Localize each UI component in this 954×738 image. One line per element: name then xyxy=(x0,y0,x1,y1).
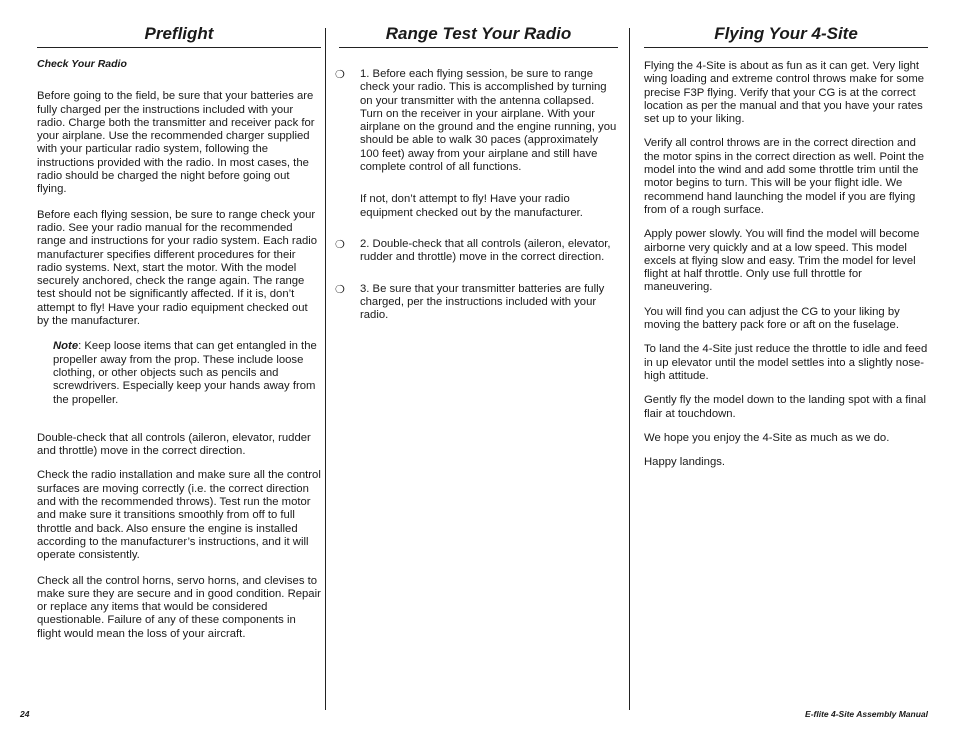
range-test-paragraph-if-not: If not, don’t attempt to fly! Have your radio equipment checked out by the manufacturer. xyxy=(360,193,583,219)
preflight-paragraph-controls: Double-check that all controls (aileron, elevator, rudder and throttle) move in the correct direction. xyxy=(37,431,311,458)
range-test-item-1 xyxy=(335,68,618,174)
column-divider-left xyxy=(325,28,326,710)
range-test-item-1-text: 1. Before each flying session, be sure to range check your radio. This is accomplished by turning on your transmitter with the antenna collapsed. Turn on the receiver in your airplane. With your airplane on the ground and the engine running, you should be able to walk 30 paces (approximately 100 feet) away from your airplane and still have complete control of all functions. xyxy=(360,68,617,174)
flying-heading: Flying Your 4-Site xyxy=(644,24,928,48)
preflight-paragraph-batteries: Before going to the field, be sure that your batteries are fully charged per the instructions included with your radio. Charge both the transmitter and receiver pack for your airplane. Use the recommended charger supplied with your particular radio system, following the instructions provided with the radio. In most cases, the radio should be charged the night before going out flying. xyxy=(37,90,315,196)
range-test-item-2 xyxy=(335,237,618,265)
preflight-heading: Preflight xyxy=(37,24,321,48)
page-number: 24 xyxy=(20,709,30,719)
check-radio-subheading: Check Your Radio xyxy=(37,58,127,70)
checkbox-bullet-icon: ❍ xyxy=(335,69,345,81)
flying-paragraph-throws: Verify all control throws are in the correct direction and the motor spins in the correct direction as well. Point the model into the wind and add some throttle trim until the motor begins to turn. This will be your flight idle. We recommend hand launching the model if you are flying from of a rough surface. xyxy=(644,137,925,216)
preflight-note xyxy=(53,340,321,406)
flying-paragraph-intro: Flying the 4-Site is about as fun as it can get. Very light wing loading and extreme control throws make for some precise F3P flying. Verify that your CG is at the correct location as per the manual and that you have your rates set up to your liking. xyxy=(644,60,925,126)
preflight-column xyxy=(37,24,321,641)
column-divider-right xyxy=(629,28,630,710)
flying-paragraph-enjoy: We hope you enjoy the 4-Site as much as we do. xyxy=(644,431,890,444)
range-test-item-3 xyxy=(335,282,618,323)
flying-paragraph-landing: To land the 4-Site just reduce the throttle to idle and feed in up elevator until the model settles into a slightly nose-high attitude. xyxy=(644,343,928,382)
range-test-heading: Range Test Your Radio xyxy=(339,24,618,48)
flying-paragraph-happy-landings: Happy landings. xyxy=(644,456,726,469)
note-text: : Keep loose items that can get entangled in the propeller away from the prop. These include loose clothing, or other objects such as pencils and screwdrivers. Especially keep your hands away from the propeller. xyxy=(53,340,317,406)
preflight-paragraph-installation: Check the radio installation and make sure all the control surfaces are moving correctly (i.e. the correct direction and with the recommended throws). Test run the motor and make sure it transitions smoothly from off to full throttle and back. Also ensure the engine is installed according to the manufacturer’s instructions, and it will operate consistently. xyxy=(37,469,321,562)
flying-paragraph-touchdown: Gently fly the model down to the landing spot with a final flair at touchdown. xyxy=(644,394,926,420)
note-label: Note xyxy=(53,340,79,353)
manual-title: E-flite 4-Site Assembly Manual xyxy=(805,709,928,719)
checkbox-bullet-icon: ❍ xyxy=(335,283,345,296)
range-test-item-2-text: 2. Double-check that all controls (aileron, elevator, rudder and throttle) move in the correct direction. xyxy=(360,237,611,264)
flying-paragraph-power: Apply power slowly. You will find the model will become airborne very quickly and at a low speed. This model excels at flying slow and easy. Trim the model for level flight at half throttle. Only use full throttle for maneuvering. xyxy=(644,228,920,294)
flying-paragraph-cg: You will find you can adjust the CG to your liking by moving the battery pack fore or aft on the fuselage. xyxy=(644,305,900,332)
checkbox-bullet-icon: ❍ xyxy=(335,238,345,251)
preflight-paragraph-range-check: Before each flying session, be sure to range check your radio. See your radio manual for the recommended range and instructions for your radio system. Each radio manufacturer specifies different procedures for their radio systems. Next, start the motor. With the model securely anchored, check the range again. The range test should not be significantly affected. If it is, don’t attempt to fly! Have your radio equipment checked out by the manufacturer. xyxy=(37,208,318,328)
flying-column xyxy=(644,24,928,469)
range-test-item-3-text: 3. Be sure that your transmitter batteries are fully charged, per the instructions included with your radio. xyxy=(360,282,605,322)
preflight-paragraph-horns: Check all the control horns, servo horns, and clevises to make sure they are secure and in good condition. Repair or replace any items that would be considered questionable. Failure of any of these components in flight would mean the loss of your aircraft. xyxy=(37,574,321,640)
range-test-column xyxy=(335,24,618,322)
